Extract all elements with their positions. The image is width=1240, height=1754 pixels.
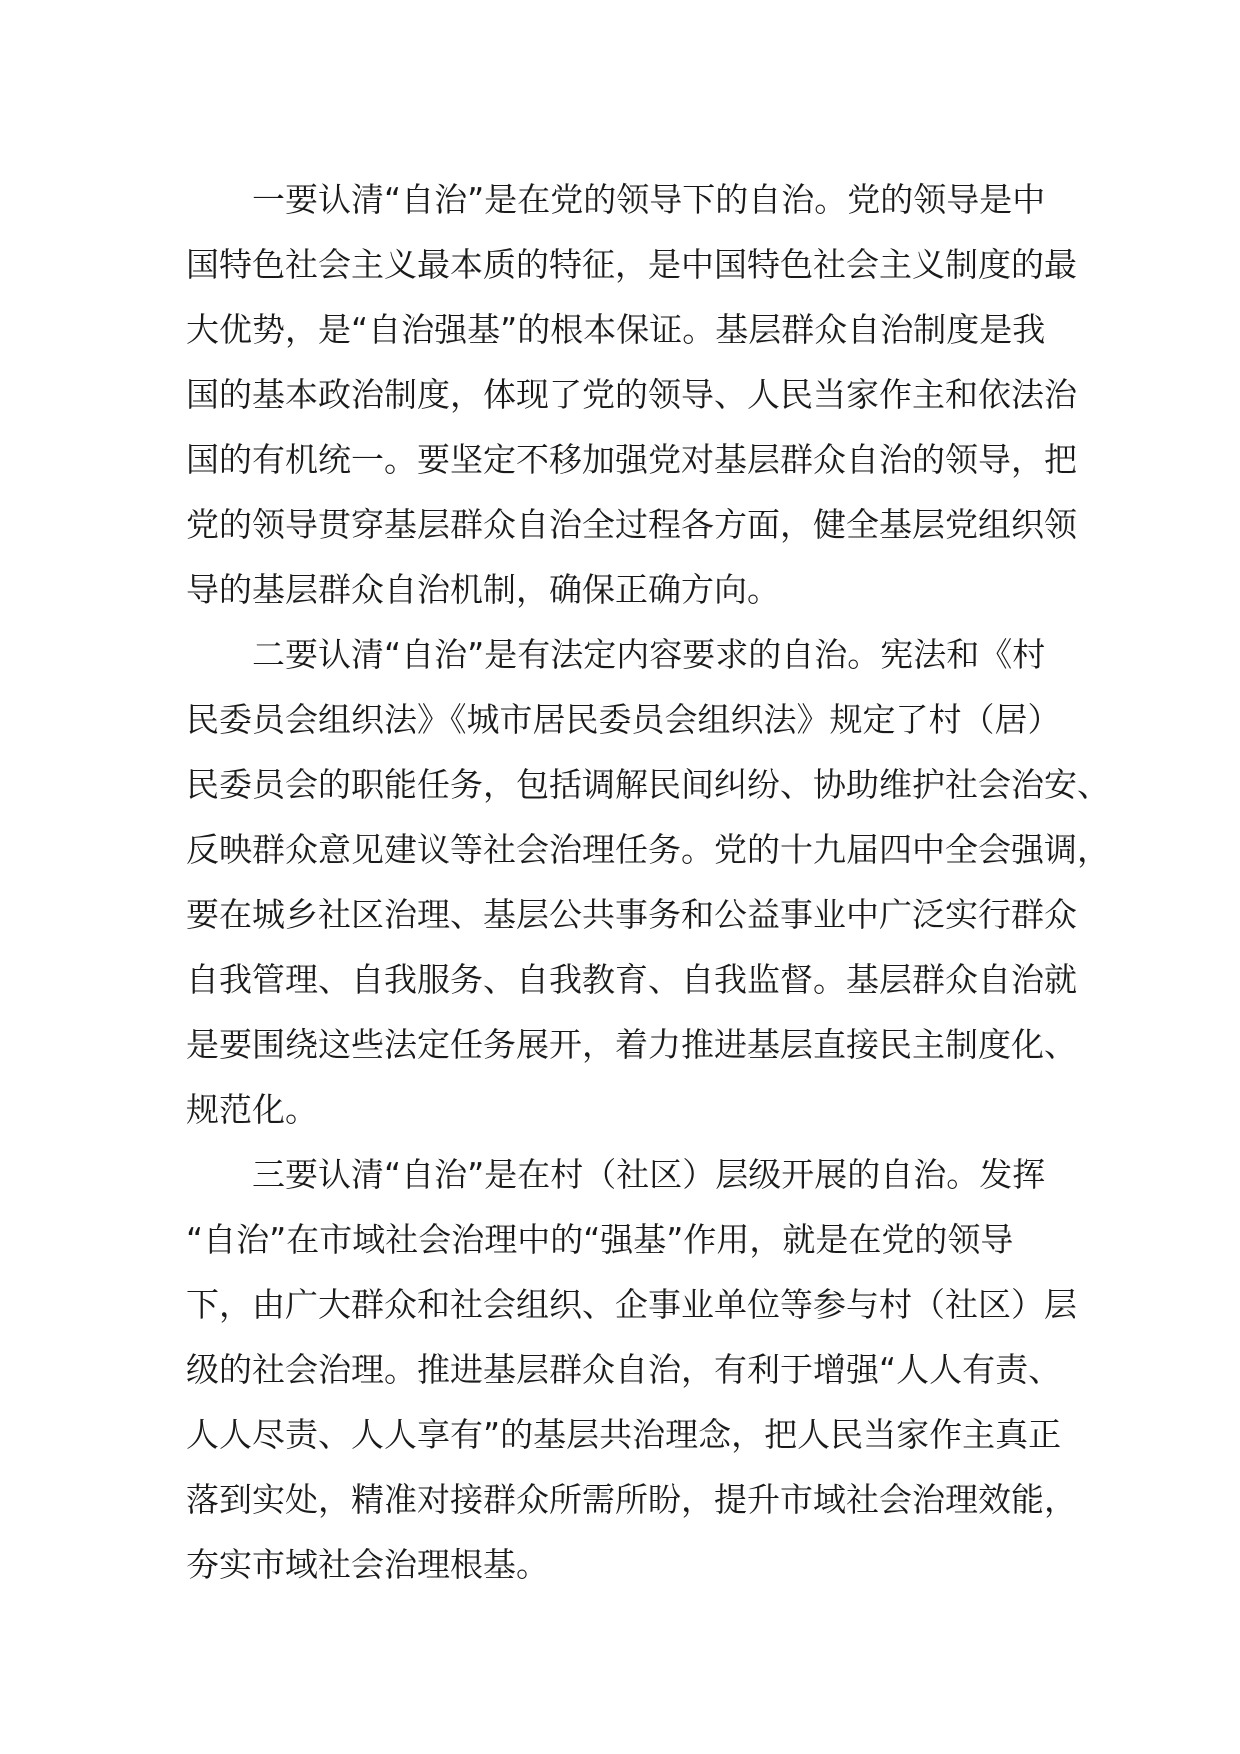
document-body — [186, 167, 1110, 1597]
paragraph-line: 大优势，是“自治强基”的根本保证。基层群众自治制度是我 — [186, 310, 1046, 349]
paragraph-line: 夯实市域社会治理根基。 — [186, 1545, 549, 1584]
paragraph-line: 国特色社会主义最本质的特征，是中国特色社会主义制度的最 — [186, 245, 1077, 284]
paragraph-line: 导的基层群众自治机制，确保正确方向。 — [186, 570, 780, 609]
paragraph-line: 国的基本政治制度，体现了党的领导、人民当家作主和依法治 — [186, 375, 1077, 414]
paragraph-line: 级的社会治理。推进基层群众自治，有利于增强“人人有责、 — [186, 1350, 1062, 1389]
paragraph-line: 二要认清“自治”是有法定内容要求的自治。宪法和《村 — [252, 635, 1046, 674]
paragraph-line: 民委员会组织法》《城市居民委员会组织法》规定了村（居） — [186, 700, 1061, 739]
paragraph-line: “自治”在市域社会治理中的“强基”作用，就是在党的领导 — [186, 1220, 1014, 1259]
paragraph-1 — [186, 167, 1086, 622]
paragraph-line: 党的领导贯穿基层群众自治全过程各方面，健全基层党组织领 — [186, 505, 1077, 544]
paragraph-line: 民委员会的职能任务，包括调解民间纠纷、协助维护社会治安、 — [186, 765, 1110, 804]
paragraph-line: 自我管理、自我服务、自我教育、自我监督。基层群众自治就 — [186, 960, 1077, 999]
paragraph-line: 国的有机统一。要坚定不移加强党对基层群众自治的领导，把 — [186, 440, 1077, 479]
paragraph-line: 落到实处，精准对接群众所需所盼，提升市域社会治理效能， — [186, 1480, 1077, 1519]
paragraph-3 — [186, 1142, 1086, 1597]
paragraph-line: 三要认清“自治”是在村（社区）层级开展的自治。发挥 — [252, 1155, 1046, 1194]
paragraph-line: 下，由广大群众和社会组织、企事业单位等参与村（社区）层 — [186, 1285, 1077, 1324]
paragraph-line: 规范化。 — [186, 1090, 318, 1129]
paragraph-line: 一要认清“自治”是在党的领导下的自治。党的领导是中 — [252, 180, 1046, 219]
paragraph-line: 要在城乡社区治理、基层公共事务和公益事业中广泛实行群众 — [186, 895, 1077, 934]
paragraph-2 — [186, 622, 1110, 1142]
paragraph-line: 是要围绕这些法定任务展开，着力推进基层直接民主制度化、 — [186, 1025, 1077, 1064]
paragraph-line: 反映群众意见建议等社会治理任务。党的十九届四中全会强调， — [186, 830, 1110, 869]
paragraph-line: 人人尽责、人人享有”的基层共治理念，把人民当家作主真正 — [186, 1415, 1062, 1454]
